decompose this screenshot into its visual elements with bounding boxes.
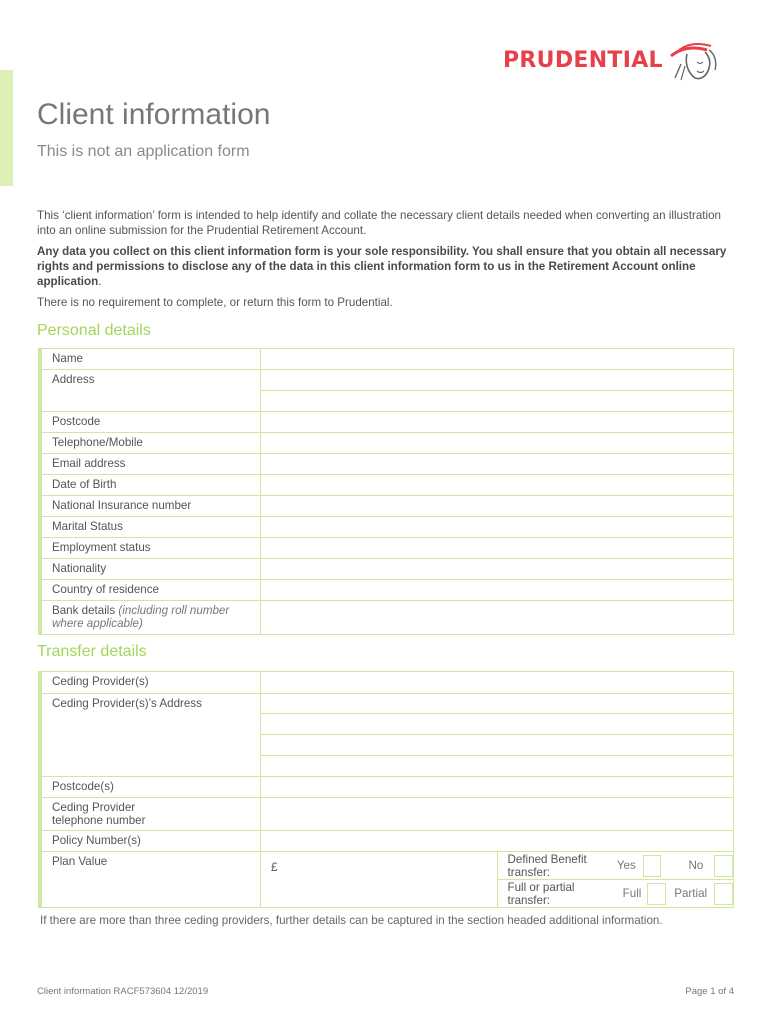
form-row-ceding-phone [40,798,734,831]
form-row-email [40,454,734,475]
postcodes-label: Postcode(s) [40,777,261,798]
address-field-line-1[interactable] [261,370,734,391]
plan-value-label: Plan Value [40,852,261,908]
dob-field[interactable] [261,475,734,496]
intro-paragraph-3: There is no requirement to complete, or return this form to Prudential. [37,296,393,309]
country-field[interactable] [261,580,734,601]
country-label: Country of residence [40,580,261,601]
employment-field[interactable] [261,538,734,559]
plan-value-field[interactable] [261,852,498,908]
db-yes-label: Yes [616,859,636,872]
bank-label-text: Bank details [52,604,116,617]
policy-number-label: Policy Number(s) [40,831,261,852]
page-title: Client information [37,98,271,131]
intro-text [37,208,737,316]
form-row-policy [40,831,734,852]
address-label: Address [40,370,261,412]
bank-label [40,601,261,635]
form-row-ni [40,496,734,517]
currency-symbol: £ [271,861,278,874]
ceding-address-field-line-1[interactable] [261,694,734,714]
ni-field[interactable] [261,496,734,517]
side-tab-decoration [0,70,13,186]
footer-form-reference: Client information RACF573604 12/2019 [37,986,209,997]
name-field[interactable] [261,349,734,370]
footnote: If there are more than three ceding providers, further details can be captured in the section headed additional information. [40,914,663,927]
page-subtitle: This is not an application form [37,143,250,160]
nationality-label: Nationality [40,559,261,580]
bank-field[interactable] [261,601,734,635]
brand-wordmark: PRUDENTIAL [503,47,663,73]
marital-label: Marital Status [40,517,261,538]
form-row-plan-value [40,852,734,880]
ceding-address-field-line-2[interactable] [261,714,734,735]
form-row-ceding-address-1 [40,694,734,714]
postcodes-field[interactable] [261,777,734,798]
transfer-details-heading: Transfer details [37,643,147,660]
full-label: Full [622,887,642,900]
ceding-phone-label-line-2: telephone number [52,814,146,827]
full-partial-label: Full or partial transfer: [507,880,575,907]
form-row-nationality [40,559,734,580]
ceding-provider-label: Ceding Provider(s) [40,672,261,694]
name-label: Name [40,349,261,370]
ceding-address-label: Ceding Provider(s)’s Address [40,694,261,777]
ceding-phone-label-line-1: Ceding Provider [52,801,136,814]
personal-details-heading: Personal details [37,322,151,339]
brand-logo [503,40,721,80]
form-row-country [40,580,734,601]
form-row-postcode [40,412,734,433]
marital-field[interactable] [261,517,734,538]
form-row-ceding [40,672,734,694]
ceding-provider-field[interactable] [261,672,734,694]
partial-label: Partial [674,887,708,900]
form-row-address-1 [40,370,734,391]
db-no-label: No [688,859,704,872]
full-checkbox[interactable] [647,883,666,905]
form-row-telephone [40,433,734,454]
ceding-phone-label [40,798,261,831]
form-row-dob [40,475,734,496]
personal-details-table [38,348,734,635]
db-no-checkbox[interactable] [714,855,733,877]
dob-label: Date of Birth [40,475,261,496]
db-yes-checkbox[interactable] [643,855,662,877]
telephone-field[interactable] [261,433,734,454]
intro-paragraph-2-text: Any data you collect on this client information form is your sole responsibility. You shall ensure that you obtain all necessary rights and permissions to disclose any of the data in this client information form to us in the Retirement Account online application [37,245,727,288]
partial-checkbox[interactable] [714,883,733,905]
transfer-details-table [38,671,734,908]
ceding-address-field-line-3[interactable] [261,735,734,756]
ceding-phone-field[interactable] [261,798,734,831]
employment-label: Employment status [40,538,261,559]
postcode-field[interactable] [261,412,734,433]
policy-number-field[interactable] [261,831,734,852]
email-label: Email address [40,454,261,475]
prudence-head-icon [667,38,721,82]
address-field-line-2[interactable] [261,391,734,412]
db-transfer-cell [497,852,734,880]
telephone-label: Telephone/Mobile [40,433,261,454]
nationality-field[interactable] [261,559,734,580]
form-row-marital [40,517,734,538]
db-transfer-label: Defined Benefit transfer: [507,852,587,879]
email-field[interactable] [261,454,734,475]
footer-page-number: Page 1 of 4 [685,986,734,997]
form-row-bank [40,601,734,635]
full-partial-cell [497,880,734,908]
intro-paragraph-2-end: . [98,275,102,288]
bank-label-note: (including roll number where applicable) [52,604,230,630]
form-row-postcodes [40,777,734,798]
intro-paragraph-1: This ‘client information’ form is intended to help identify and collate the necessary client details needed when converting an illustration into an online submission for the Prudential Retirement Account. [37,209,721,237]
form-row-name [40,349,734,370]
form-row-employment [40,538,734,559]
postcode-label: Postcode [40,412,261,433]
ceding-address-field-line-4[interactable] [261,756,734,777]
intro-paragraph-2 [37,244,737,289]
ni-label: National Insurance number [40,496,261,517]
